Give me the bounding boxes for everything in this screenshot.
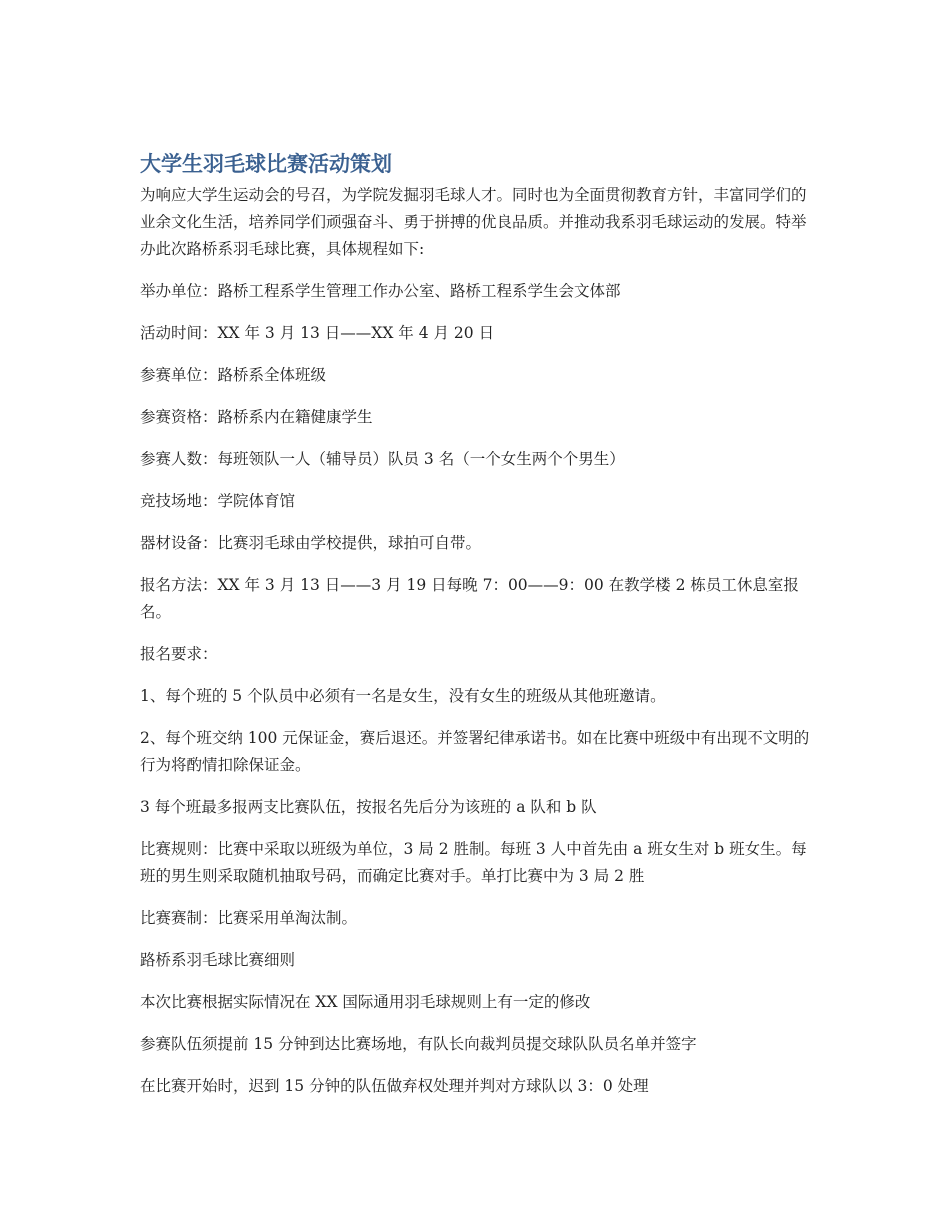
paragraph-requirement-1: 1、每个班的 5 个队员中必须有一名是女生，没有女生的班级从其他班邀请。	[140, 687, 666, 705]
paragraph-registration-requirements: 报名要求：	[140, 645, 218, 663]
paragraph-rule-modification: 本次比赛根据实际情况在 XX 国际通用羽毛球规则上有一定的修改	[140, 993, 591, 1011]
paragraph-requirement-3: 3 每个班最多报两支比赛队伍，按报名先后分为该班的 a 队和 b 队	[140, 798, 597, 816]
paragraph-eligibility: 参赛资格：路桥系内在籍健康学生	[140, 408, 373, 426]
paragraph-format: 比赛赛制：比赛采用单淘汰制。	[140, 909, 358, 927]
document-page	[140, 150, 812, 1115]
paragraph-equipment: 器材设备：比赛羽毛球由学校提供，球拍可自带。	[140, 534, 482, 552]
paragraph-team-size: 参赛人数：每班领队一人（辅导员）队员 3 名（一个女生两个个男生）	[140, 450, 625, 468]
paragraph-late-forfeit: 在比赛开始时，迟到 15 分钟的队伍做弃权处理并判对方球队以 3：0 处理	[140, 1077, 649, 1095]
paragraph-intro: 为响应大学生运动会的号召，为学院发掘羽毛球人才。同时也为全面贯彻教育方针，丰富同学们的业余文化生活，培养同学们顽强奋斗、勇于拼搏的优良品质。并推动我系羽毛球运动的发展。特举办此次路桥系羽毛球比赛，具体规程如下:	[140, 186, 807, 258]
document-title: 大学生羽毛球比赛活动策划	[140, 152, 392, 176]
paragraph-organizer: 举办单位：路桥工程系学生管理工作办公室、路桥工程系学生会文体部	[140, 282, 621, 300]
paragraph-registration-method: 报名方法：XX 年 3 月 13 日——3 月 19 日每晚 7：00——9：00 在教学楼 2 栋员工休息室报名。	[140, 576, 799, 621]
paragraph-requirement-2: 2、每个班交纳 100 元保证金，赛后退还。并签署纪律承诺书。如在比赛中班级中有出现不文明的行为将酌情扣除保证金。	[140, 729, 810, 774]
paragraph-event-time: 活动时间：XX 年 3 月 13 日——XX 年 4 月 20 日	[140, 324, 495, 342]
paragraph-arrival: 参赛队伍须提前 15 分钟到达比赛场地，有队长向裁判员提交球队队员名单并签字	[140, 1035, 697, 1053]
paragraph-details-heading: 路桥系羽毛球比赛细则	[140, 951, 296, 969]
paragraph-participant-units: 参赛单位：路桥系全体班级	[140, 366, 327, 384]
paragraph-rules: 比赛规则：比赛中采取以班级为单位，3 局 2 胜制。每班 3 人中首先由 a 班女生对 b 班女生。每班的男生则采取随机抽取号码，而确定比赛对手。单打比赛中为 3 局 2 胜	[140, 840, 807, 885]
paragraph-venue: 竞技场地：学院体育馆	[140, 492, 296, 510]
document-body	[140, 182, 812, 1100]
